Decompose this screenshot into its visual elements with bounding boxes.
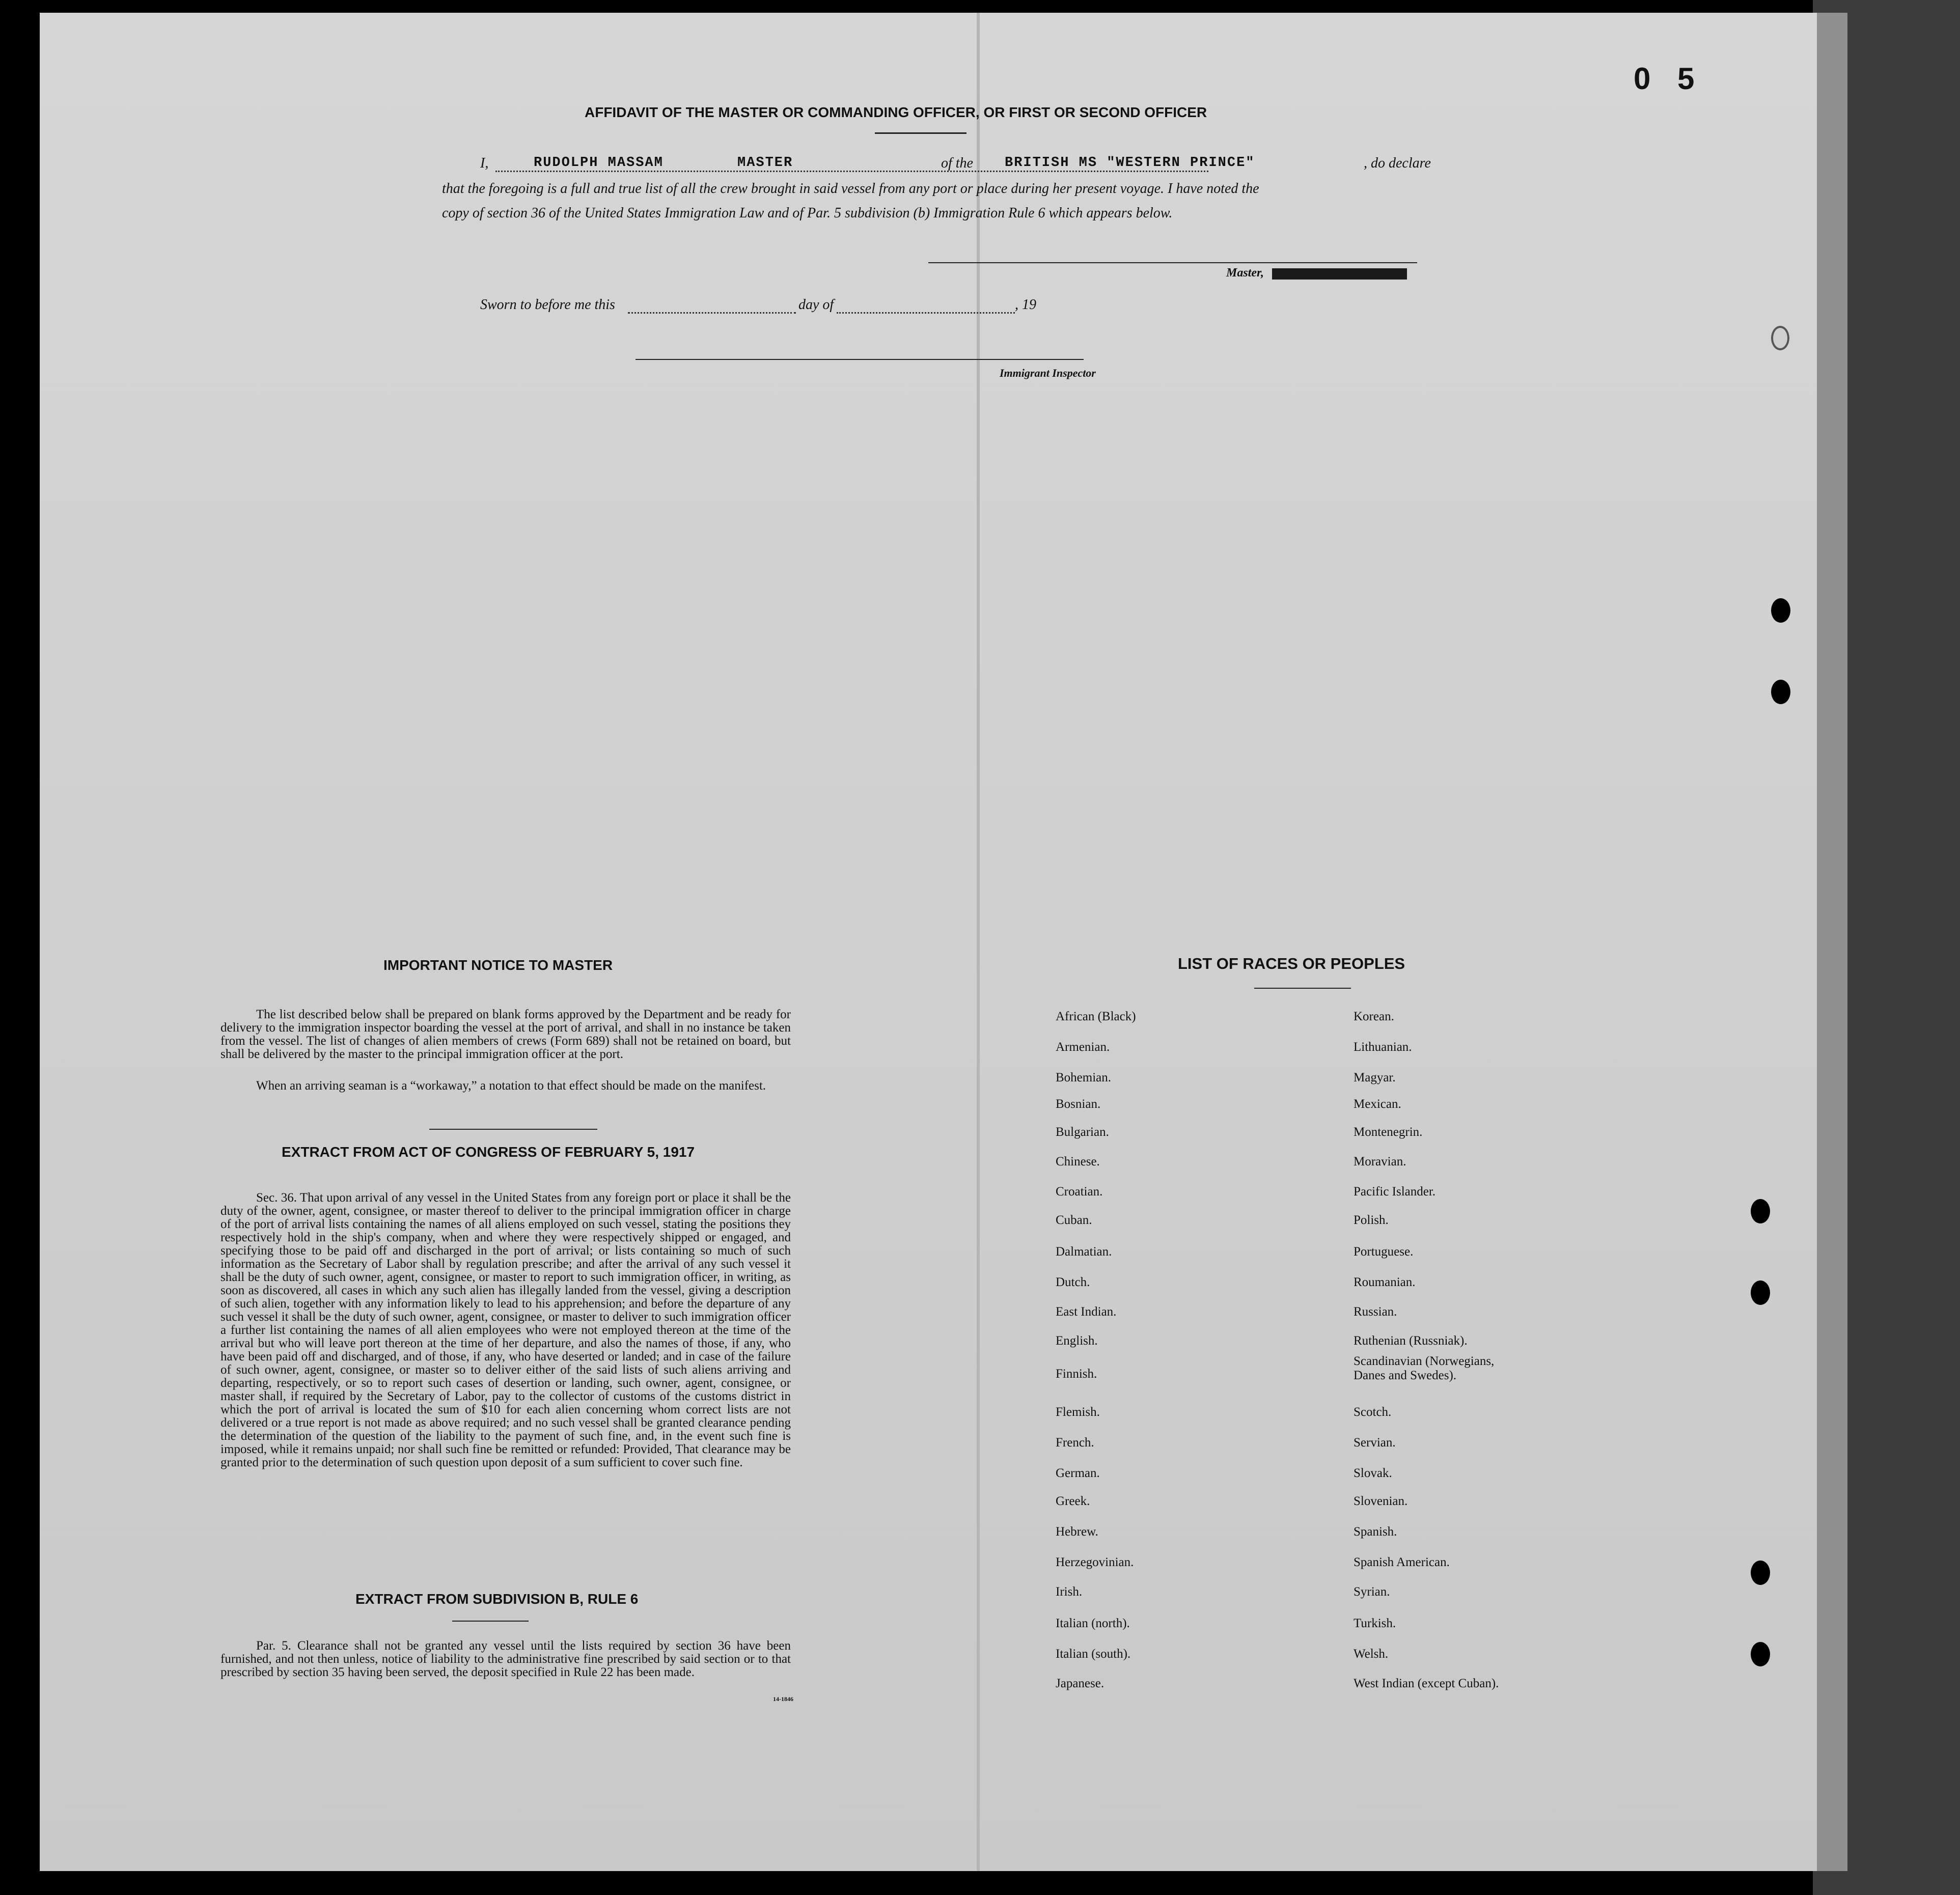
inspector-label: Immigrant Inspector [1000,367,1096,379]
punch-hole [1751,1642,1770,1666]
page-fold [977,13,980,1871]
act-extract-heading: EXTRACT FROM ACT OF CONGRESS OF FEBRUARY 5, 1917 [282,1144,695,1160]
race-item: Hebrew. [1056,1525,1098,1539]
section-rule [429,1129,597,1130]
page-stamp: 0 5 [1634,62,1704,96]
master-rank: MASTER [737,155,793,171]
race-item: Italian (south). [1056,1647,1131,1661]
document-page [40,13,1847,1871]
race-item: Mexican. [1354,1097,1401,1111]
race-item: Magyar. [1354,1071,1396,1084]
race-item: Chinese. [1056,1155,1100,1168]
race-item: Spanish. [1354,1525,1397,1539]
affidavit-line2: that the foregoing is a full and true list of all the crew brought in said vessel from any port or place during her present voyage. I have noted the [442,181,1259,197]
race-item: Welsh. [1354,1647,1389,1661]
race-item: Italian (north). [1056,1617,1130,1630]
race-item: Cuban. [1056,1213,1092,1227]
sworn-prefix: Sworn to before me this [480,297,615,313]
race-item: Scandinavian (Norwegians, Danes and Swedes). [1354,1354,1495,1382]
inspector-signature-line [636,359,1084,360]
form-number: 14-1846 [773,1695,793,1703]
punch-hole [1751,1199,1770,1223]
race-item: Montenegrin. [1354,1125,1423,1139]
page-edge-shadow [1817,13,1847,1871]
master-name: RUDOLPH MASSAM [534,155,664,171]
section-rule [452,1621,529,1622]
race-item: Dalmatian. [1056,1245,1112,1259]
punch-hole [1751,1560,1770,1585]
race-item: German. [1056,1466,1100,1480]
do-declare: , do declare [1364,155,1431,171]
of-the: of the [941,155,973,171]
race-item: Spanish American. [1354,1555,1450,1569]
notice-paragraph-2: When an arriving seaman is a “workaway,” a notation to that effect should be made on the manifest. [256,1079,766,1093]
punch-hole [1771,680,1790,704]
redacted-officer-title [1272,268,1407,280]
heading-rule [875,132,967,134]
race-item: Bohemian. [1056,1071,1112,1084]
day-of: day of [798,297,834,313]
affidavit-line1 [480,155,1448,176]
race-item: Greek. [1056,1494,1090,1508]
race-item: Roumanian. [1354,1275,1416,1289]
race-item: Moravian. [1354,1155,1406,1168]
race-item: African (Black) [1056,1010,1136,1023]
races-heading-rule [1254,988,1351,989]
race-item: Servian. [1354,1436,1396,1450]
race-item: Flemish. [1056,1405,1100,1419]
race-item: Syrian. [1354,1585,1390,1599]
race-item: Armenian. [1056,1040,1110,1054]
race-item: Croatian. [1056,1185,1103,1199]
race-item: Finnish. [1056,1367,1097,1381]
race-item: Polish. [1354,1213,1389,1227]
master-label: Master, [1226,266,1264,280]
race-item: West Indian (except Cuban). [1354,1677,1499,1690]
race-item: Japanese. [1056,1677,1105,1690]
race-item: Pacific Islander. [1354,1185,1436,1199]
race-item: Slovenian. [1354,1494,1408,1508]
sworn-month-line [837,312,1015,314]
race-item: Dutch. [1056,1275,1090,1289]
master-signature-line [928,262,1417,263]
affidavit-heading: AFFIDAVIT OF THE MASTER OR COMMANDING OFFICER, OR FIRST OR SECOND OFFICER [585,104,1207,120]
race-item: East Indian. [1056,1305,1117,1319]
sworn-year: , 19 [1015,297,1036,313]
notice-heading: IMPORTANT NOTICE TO MASTER [383,957,613,973]
punch-hole [1751,1280,1770,1305]
race-item: Irish. [1056,1585,1083,1599]
name-line [495,171,1208,172]
sworn-day-line [628,312,796,314]
act-extract-body: Sec. 36. That upon arrival of any vessel in the United States from any foreign port or place it shall be the duty of the owner, agent, consignee, or master thereof to deliver to the principal immigration officer in charge of the port of arrival lists containing the names of all aliens employed on such vessel, stating the positions they respectively hold in the ship's company, when and where they were respectively shipped or engaged, and specifying those to be paid off and discharged in the port of arrival; or lists containing so much of such information as the Secretary of Labor shall by regulation prescribe; and after the arrival of any such vessel it shall be the duty of such owner, agent, consignee, or master to report to such immigration officer, in writing, as soon as discovered, all cases in which any such alien has illegally landed from the vessel, giving a description of such alien, together with any information likely to lead to his apprehension; and before the departure of any such vessel it shall be the duty of such owner, agent, consignee, or master to deliver to such immigration officer a further list containing the names of all alien employees who were not employed thereon at the time of the arrival but who will leave port thereon at the time of her departure, and also the names of those, if any, who have been paid off and discharged, and of those, if any, who have deserted or landed; and in case of the failure of such owner, agent, consignee, or master so to deliver either of the said lists of such aliens arriving and departing, respectively, or so to report such cases of desertion or landing, such owner, agent, consignee, or master shall, if required by the Secretary of Labor, pay to the collector of customs of the customs district in which the port of arrival is located the sum of $10 for each alien concerning whom correct lists are not delivered or a true report is not made as above required; and no such vessel shall be granted clearance pending the determination of the question of the liability to the payment of such fine, and, in the event such fine is imposed, while it remains unpaid; nor shall such fine be remitted or refunded: Provided, That clearance may be granted prior to the determination of such question upon deposit of a sum sufficient to cover such fine. [220,1191,791,1469]
notice-paragraph-1: The list described below shall be prepared on blank forms approved by the Department and be ready for delivery to the immigration inspector boarding the vessel at the port of arrival, and shall in no instance be taken from the vessel. The list of changes of alien members of crews (Form 689) shall not be retained on board, but shall be delivered by the master to the principal immigration officer at the port. [220,1008,791,1061]
race-item: Russian. [1354,1305,1397,1319]
race-item: Scotch. [1354,1405,1392,1419]
race-item: Bosnian. [1056,1097,1101,1111]
line1-prefix: I, [480,155,489,171]
vessel-name: BRITISH MS "WESTERN PRINCE" [1005,155,1255,171]
race-item: English. [1056,1334,1098,1348]
race-item: Slovak. [1354,1466,1392,1480]
race-item: French. [1056,1436,1094,1450]
race-item: Turkish. [1354,1617,1396,1630]
punch-hole [1771,598,1790,623]
race-item: Herzegovinian. [1056,1555,1134,1569]
race-item: Bulgarian. [1056,1125,1109,1139]
race-item: Portuguese. [1354,1245,1414,1259]
affidavit-line3: copy of section 36 of the United States Immigration Law and of Par. 5 subdivision (b) Immigration Rule 6 which appears below. [442,205,1173,221]
race-item: Ruthenian (Russniak). [1354,1334,1468,1348]
rule-extract-heading: EXTRACT FROM SUBDIVISION B, RULE 6 [355,1591,639,1607]
punch-hole [1771,326,1789,350]
race-item: Korean. [1354,1010,1394,1023]
sworn-line [480,297,1091,317]
races-heading: LIST OF RACES OR PEOPLES [1178,955,1405,972]
race-item: Lithuanian. [1354,1040,1412,1054]
rule-extract-body: Par. 5. Clearance shall not be granted any vessel until the lists required by section 36 have been furnished, and not then unless, notice of liability to the administrative fine prescribed by said section or to that prescribed by section 35 having been served, the deposit specified in Rule 22 has been made. [220,1639,791,1679]
